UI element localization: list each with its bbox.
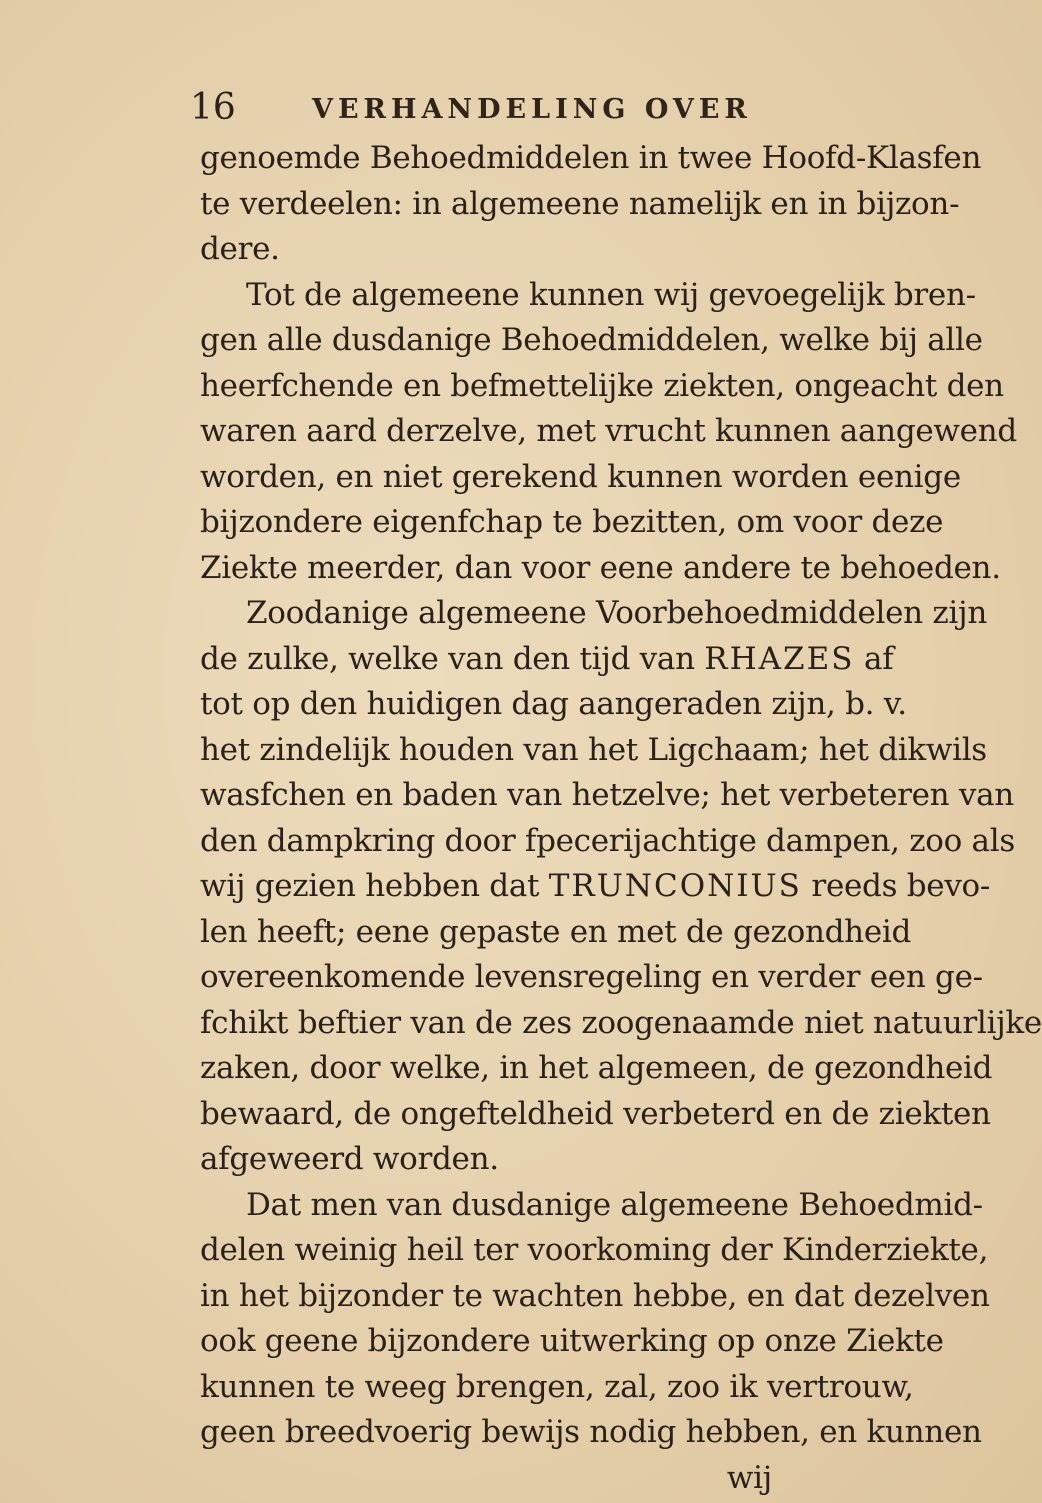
line-text: reeds bevo- [801,868,991,904]
text-line: fchikt beftier van de zes zoogenaamde niet natuurlijke [200,1004,1042,1041]
text-line: worden, en niet gerekend kunnen worden eenige [200,458,961,495]
text-line: geen breedvoerig bewijs nodig hebben, en kunnen [200,1414,982,1450]
text-line: kunnen te weeg brengen, zal, zoo ik vertrouw, [200,1368,914,1405]
text-line: het zindelijk houden van het Ligchaam; het dikwils [200,731,987,768]
running-title: VERHANDELING OVER [312,94,752,125]
author-name-trunconius: TRUNCONIUS [548,868,802,904]
text-line: dere. [200,231,280,267]
paragraph-start-line: Tot de algemeene kunnen wij gevoegelijk bren- [246,276,976,313]
text-line: waren aard derzelve, met vrucht kunnen aangewend [200,413,1017,449]
text-line: bewaard, de ongefteldheid verbeterd en de ziekten [200,1095,991,1132]
text-line: Ziekte meerder, dan voor eene andere te behoeden. [200,549,1001,586]
text-line: heerfchende en befmettelijke ziekten, ongeacht den [200,367,1004,404]
text-line: tot op den huidigen dag aangeraden zijn, b. v. [200,686,907,722]
line-text: de zulke, welke van den tijd van [200,640,705,677]
text-line: ook geene bijzondere uitwerking op onze Ziekte [200,1323,944,1359]
text-line: zaken, door welke, in het algemeen, de gezondheid [200,1050,993,1086]
line-text: af [854,640,894,677]
text-line: gen alle dusdanige Behoedmiddelen, welke bij alle [200,322,983,358]
text-line: afgeweerd worden. [200,1141,499,1177]
running-head [0,86,800,130]
body-text [200,136,1042,1501]
text-line [200,864,991,910]
page-number: 16 [190,87,236,128]
line-text: wij gezien hebben dat [200,868,549,904]
author-name-rhazes: RHAZES [704,640,855,677]
text-line: te verdeelen: in algemeene namelijk en in bijzon- [200,185,960,222]
text-line: len heeft; eene gepaste en met de gezondheid [200,913,912,950]
text-line: den dampkring door fpecerijachtige dampen, zoo als [200,822,1015,859]
text-line: genoemde Behoedmiddelen in twee Hoofd-Klasfen [200,140,982,176]
text-line: in het bijzonder te wachten hebbe, en dat dezelven [200,1277,990,1314]
paragraph-start-line: Dat men van dusdanige algemeene Behoedmid- [246,1186,983,1223]
paragraph-start-line: Zoodanige algemeene Voorbehoedmiddelen zijn [246,595,987,631]
text-line: wasfchen en baden van hetzelve; het verbeteren van [200,777,1014,813]
text-line [200,637,894,683]
text-line: overeenkomende levensregeling en verder een ge- [200,959,983,995]
catchword: wij [726,1459,772,1496]
text-line: delen weinig heil ter voorkoming der Kinderziekte, [200,1232,989,1268]
text-line: bijzondere eigenfchap te bezitten, om voor deze [200,504,944,540]
